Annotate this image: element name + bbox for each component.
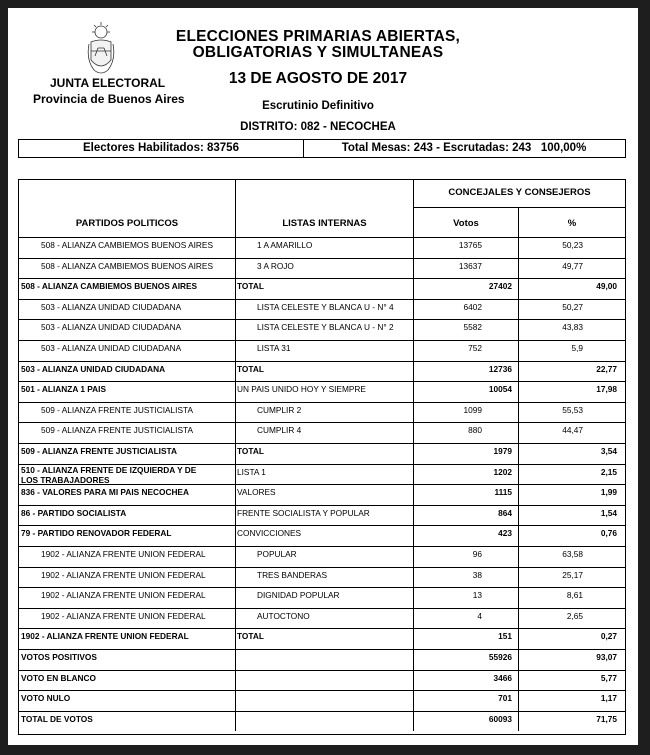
votos-cell: 3466 bbox=[493, 672, 512, 683]
table-row bbox=[19, 711, 625, 732]
partido-cell: TOTAL DE VOTOS bbox=[21, 713, 93, 724]
table-row bbox=[19, 381, 625, 402]
lista-cell: TOTAL bbox=[237, 363, 264, 374]
cell-divider bbox=[518, 402, 519, 423]
votos-cell: 151 bbox=[498, 631, 512, 642]
votos-cell: 752 bbox=[468, 343, 482, 353]
row-divider bbox=[19, 525, 625, 526]
votos-cell: 60093 bbox=[488, 713, 512, 724]
votos-cell: 1979 bbox=[493, 446, 512, 456]
header-divider bbox=[413, 207, 625, 208]
lista-cell: DIGNIDAD POPULAR bbox=[257, 590, 340, 601]
cell-divider bbox=[518, 587, 519, 608]
row-divider bbox=[19, 319, 625, 320]
pct-cell: 17,98 bbox=[596, 384, 617, 395]
cell-divider bbox=[518, 340, 519, 361]
votos-cell: 880 bbox=[468, 425, 482, 436]
cell-divider bbox=[235, 361, 236, 382]
pct-cell: 22,77 bbox=[596, 363, 617, 374]
votos-cell: 96 bbox=[472, 549, 482, 559]
cell-divider bbox=[235, 340, 236, 361]
mesas-escrutadas: Total Mesas: 243 - Escrutadas: 243 100,00% bbox=[341, 142, 587, 154]
cell-divider bbox=[518, 464, 519, 485]
cell-divider bbox=[235, 381, 236, 402]
table-row bbox=[19, 690, 625, 711]
cell-divider bbox=[518, 546, 519, 567]
cell-divider bbox=[413, 505, 414, 526]
cell-divider bbox=[235, 711, 236, 732]
pct-cell: 5,9 bbox=[571, 343, 583, 353]
cell-divider bbox=[413, 690, 414, 711]
pct-cell: 49,77 bbox=[562, 260, 583, 271]
votos-cell: 1202 bbox=[493, 466, 512, 477]
cell-divider bbox=[518, 278, 519, 299]
cell-divider bbox=[518, 443, 519, 464]
votos-cell: 13765 bbox=[458, 240, 482, 250]
partido-cell: 86 - PARTIDO SOCIALISTA bbox=[21, 507, 127, 518]
institution-province: Provincia de Buenos Aires bbox=[33, 92, 185, 106]
row-divider bbox=[19, 443, 625, 444]
votos-cell: 864 bbox=[498, 507, 512, 518]
cell-divider bbox=[413, 237, 414, 258]
partido-cell: VOTO EN BLANCO bbox=[21, 672, 96, 683]
table-row bbox=[19, 258, 625, 279]
pct-cell: 49,00 bbox=[596, 281, 617, 292]
title-line-1: ELECCIONES PRIMARIAS ABIERTAS, bbox=[175, 28, 461, 45]
partido-cell: 509 - ALIANZA FRENTE JUSTICIALISTA bbox=[41, 425, 193, 436]
cell-divider bbox=[518, 711, 519, 732]
lista-cell: LISTA 31 bbox=[257, 343, 291, 353]
cell-divider bbox=[413, 258, 414, 279]
cell-divider bbox=[235, 567, 236, 588]
cell-divider bbox=[518, 381, 519, 402]
row-divider bbox=[19, 711, 625, 712]
partido-cell: 836 - VALORES PARA MI PAIS NECOCHEA bbox=[21, 487, 189, 498]
col-header-votos: Votos bbox=[453, 218, 479, 229]
votos-cell: 1115 bbox=[494, 487, 512, 498]
votos-cell: 1099 bbox=[463, 404, 482, 415]
votos-cell: 13 bbox=[472, 590, 482, 601]
lista-cell: CONVICCIONES bbox=[237, 528, 302, 539]
lista-cell: 1 A AMARILLO bbox=[257, 240, 313, 250]
lista-cell: TOTAL bbox=[237, 281, 264, 292]
pct-cell: 25,17 bbox=[562, 569, 583, 580]
cell-divider bbox=[235, 237, 236, 258]
cell-divider bbox=[235, 690, 236, 711]
table-row bbox=[19, 402, 625, 423]
row-divider bbox=[19, 381, 625, 382]
col-header-partidos: PARTIDOS POLITICOS bbox=[75, 218, 179, 229]
table-row bbox=[19, 505, 625, 526]
cell-divider bbox=[518, 608, 519, 629]
group-header-concejales: CONCEJALES Y CONSEJEROS bbox=[448, 187, 591, 198]
cell-divider bbox=[235, 608, 236, 629]
cell-divider bbox=[413, 711, 414, 732]
cell-divider bbox=[413, 299, 414, 320]
partido-cell: 79 - PARTIDO RENOVADOR FEDERAL bbox=[21, 528, 172, 539]
cell-divider bbox=[518, 628, 519, 649]
row-divider bbox=[19, 340, 625, 341]
lista-cell: CUMPLIR 2 bbox=[257, 404, 302, 415]
cell-divider bbox=[518, 422, 519, 443]
pct-cell: 50,23 bbox=[562, 240, 583, 250]
cell-divider bbox=[235, 278, 236, 299]
district-label: DISTRITO: 082 - NECOCHEA bbox=[240, 121, 396, 133]
votos-cell: 701 bbox=[498, 693, 512, 704]
cell-divider bbox=[518, 670, 519, 691]
cell-divider bbox=[235, 422, 236, 443]
cell-divider bbox=[235, 546, 236, 567]
pct-cell: 8,61 bbox=[566, 590, 583, 601]
lista-cell: 3 A ROJO bbox=[257, 260, 294, 271]
cell-divider bbox=[413, 670, 414, 691]
cell-divider bbox=[518, 484, 519, 505]
cell-divider bbox=[518, 299, 519, 320]
pct-cell: 5,77 bbox=[600, 672, 617, 683]
cell-divider bbox=[235, 484, 236, 505]
row-divider bbox=[19, 649, 625, 650]
cell-divider bbox=[518, 649, 519, 670]
votos-cell: 12736 bbox=[488, 363, 512, 374]
partido-cell: 1902 - ALIANZA FRENTE UNION FEDERAL bbox=[21, 631, 189, 642]
table-row bbox=[19, 546, 625, 567]
votos-cell: 4 bbox=[477, 610, 482, 621]
row-divider bbox=[19, 484, 625, 485]
pct-cell: 1,17 bbox=[600, 693, 617, 704]
partido-cell: 508 - ALIANZA CAMBIEMOS BUENOS AIRES bbox=[41, 240, 213, 250]
table-row bbox=[19, 567, 625, 588]
cell-divider bbox=[518, 319, 519, 340]
pct-cell: 2,15 bbox=[600, 466, 617, 477]
cell-divider bbox=[235, 525, 236, 546]
votos-cell: 10054 bbox=[488, 384, 512, 395]
lista-cell: VALORES bbox=[237, 487, 276, 498]
cell-divider bbox=[518, 237, 519, 258]
table-row bbox=[19, 649, 625, 670]
partido-cell-line2: LOS TRABAJADORES bbox=[21, 474, 110, 485]
lista-cell: LISTA 1 bbox=[237, 466, 266, 477]
table-row bbox=[19, 299, 625, 320]
lista-cell: TRES BANDERAS bbox=[257, 569, 328, 580]
row-divider bbox=[19, 422, 625, 423]
row-divider bbox=[19, 258, 625, 259]
table-row bbox=[19, 525, 625, 546]
cell-divider bbox=[518, 567, 519, 588]
pct-cell: 0,27 bbox=[600, 631, 617, 642]
partido-cell: 503 - ALIANZA UNIDAD CIUDADANA bbox=[41, 343, 182, 353]
partido-cell: 1902 - ALIANZA FRENTE UNION FEDERAL bbox=[41, 610, 206, 621]
cell-divider bbox=[413, 608, 414, 629]
cell-divider bbox=[413, 546, 414, 567]
row-divider bbox=[19, 567, 625, 568]
partido-cell: 509 - ALIANZA FRENTE JUSTICIALISTA bbox=[41, 404, 193, 415]
votos-cell: 6402 bbox=[463, 301, 482, 312]
cell-divider bbox=[413, 319, 414, 340]
votos-cell: 55926 bbox=[488, 652, 512, 662]
row-divider bbox=[19, 278, 625, 279]
row-divider bbox=[19, 361, 625, 362]
row-divider bbox=[19, 628, 625, 629]
table-row bbox=[19, 422, 625, 443]
pct-cell: 0,76 bbox=[600, 528, 617, 539]
lista-cell: TOTAL bbox=[237, 631, 264, 642]
table-row bbox=[19, 484, 625, 505]
cell-divider bbox=[235, 299, 236, 320]
partido-cell: 508 - ALIANZA CAMBIEMOS BUENOS AIRES bbox=[21, 281, 198, 292]
table-row bbox=[19, 278, 625, 299]
row-divider bbox=[19, 587, 625, 588]
cell-divider bbox=[518, 505, 519, 526]
row-divider bbox=[19, 608, 625, 609]
cell-divider bbox=[518, 525, 519, 546]
row-divider bbox=[19, 299, 625, 300]
row-divider bbox=[19, 670, 625, 671]
lista-cell: FRENTE SOCIALISTA Y POPULAR bbox=[237, 507, 370, 518]
partido-cell: 503 - ALIANZA UNIDAD CIUDADANA bbox=[41, 322, 182, 333]
cell-divider bbox=[413, 484, 414, 505]
lista-cell: TOTAL bbox=[237, 446, 264, 456]
cell-divider bbox=[413, 443, 414, 464]
lista-cell: LISTA CELESTE Y BLANCA U - N° 4 bbox=[257, 301, 394, 312]
cell-divider bbox=[235, 587, 236, 608]
row-divider bbox=[19, 402, 625, 403]
cell-divider bbox=[413, 361, 414, 382]
lista-cell: AUTOCTONO bbox=[257, 610, 310, 621]
partido-cell: 503 - ALIANZA UNIDAD CIUDADANA bbox=[21, 363, 166, 374]
pct-cell: 55,53 bbox=[562, 404, 583, 415]
table-row bbox=[19, 237, 625, 258]
votos-cell: 13637 bbox=[458, 260, 482, 271]
partido-cell: 501 - ALIANZA 1 PAIS bbox=[21, 384, 106, 395]
partido-cell: 1902 - ALIANZA FRENTE UNION FEDERAL bbox=[41, 590, 206, 601]
partido-cell: 503 - ALIANZA UNIDAD CIUDADANA bbox=[41, 301, 182, 312]
cell-divider bbox=[413, 649, 414, 670]
cell-divider bbox=[235, 443, 236, 464]
summary-box bbox=[18, 139, 626, 158]
cell-divider bbox=[413, 587, 414, 608]
partido-cell: VOTO NULO bbox=[21, 693, 71, 704]
lista-cell: LISTA CELESTE Y BLANCA U - N° 2 bbox=[257, 322, 394, 333]
cell-divider bbox=[235, 258, 236, 279]
pct-cell: 1,99 bbox=[600, 487, 617, 498]
partido-cell: 1902 - ALIANZA FRENTE UNION FEDERAL bbox=[41, 549, 206, 559]
cell-divider bbox=[235, 649, 236, 670]
table-row bbox=[19, 361, 625, 382]
lista-cell: UN PAIS UNIDO HOY Y SIEMPRE bbox=[237, 384, 366, 395]
cell-divider bbox=[518, 361, 519, 382]
pct-cell: 2,65 bbox=[566, 610, 583, 621]
results-table bbox=[18, 179, 626, 735]
cell-divider bbox=[413, 464, 414, 485]
table-row bbox=[19, 443, 625, 464]
votos-cell: 5582 bbox=[463, 322, 482, 333]
cell-divider bbox=[413, 278, 414, 299]
results-sheet bbox=[8, 8, 638, 745]
partido-cell: 509 - ALIANZA FRENTE JUSTICIALISTA bbox=[21, 446, 177, 456]
lista-cell: CUMPLIR 4 bbox=[257, 425, 302, 436]
cell-divider bbox=[518, 690, 519, 711]
row-divider bbox=[19, 690, 625, 691]
table-row bbox=[19, 608, 625, 629]
lista-cell: POPULAR bbox=[257, 549, 297, 559]
cell-divider bbox=[518, 258, 519, 279]
partido-cell: 508 - ALIANZA CAMBIEMOS BUENOS AIRES bbox=[41, 260, 213, 271]
votos-cell: 38 bbox=[472, 569, 482, 580]
electores-habilitados: Electores Habilitados: 83756 bbox=[83, 142, 239, 154]
cell-divider bbox=[235, 628, 236, 649]
table-row bbox=[19, 464, 625, 485]
table-row bbox=[19, 628, 625, 649]
pct-cell: 43,83 bbox=[562, 322, 583, 333]
title-line-2: OBLIGATORIAS Y SIMULTANEAS bbox=[192, 44, 444, 61]
row-divider bbox=[19, 546, 625, 547]
pct-cell: 3,54 bbox=[600, 446, 617, 456]
row-divider bbox=[19, 505, 625, 506]
cell-divider bbox=[235, 402, 236, 423]
institution-name: JUNTA ELECTORAL bbox=[50, 76, 166, 90]
cell-divider bbox=[413, 422, 414, 443]
pct-cell: 63,58 bbox=[562, 549, 583, 559]
pct-cell: 50,27 bbox=[562, 301, 583, 312]
votos-cell: 423 bbox=[498, 528, 512, 539]
scrutiny-type: Escrutinio Definitivo bbox=[262, 100, 374, 112]
table-row bbox=[19, 587, 625, 608]
votos-cell: 27402 bbox=[488, 281, 512, 292]
cell-divider bbox=[413, 340, 414, 361]
cell-divider bbox=[413, 567, 414, 588]
partido-cell: 1902 - ALIANZA FRENTE UNION FEDERAL bbox=[41, 569, 206, 580]
election-date: 13 DE AGOSTO DE 2017 bbox=[228, 70, 408, 87]
cell-divider bbox=[235, 319, 236, 340]
coat-of-arms-icon bbox=[86, 20, 116, 84]
cell-divider bbox=[413, 525, 414, 546]
table-row bbox=[19, 340, 625, 361]
table-row bbox=[19, 670, 625, 691]
pct-cell: 44,47 bbox=[562, 425, 583, 436]
pct-cell: 93,07 bbox=[596, 652, 617, 662]
cell-divider bbox=[235, 670, 236, 691]
pct-cell: 71,75 bbox=[596, 713, 617, 724]
partido-cell: VOTOS POSITIVOS bbox=[21, 652, 97, 662]
cell-divider bbox=[235, 505, 236, 526]
cell-divider bbox=[413, 628, 414, 649]
pct-cell: 1,54 bbox=[600, 507, 617, 518]
cell-divider bbox=[413, 381, 414, 402]
partido-cell: 510 - ALIANZA FRENTE DE IZQUIERDA Y DE bbox=[21, 464, 197, 475]
cell-divider bbox=[413, 402, 414, 423]
col-header-listas: LISTAS INTERNAS bbox=[282, 218, 367, 229]
table-row bbox=[19, 319, 625, 340]
col-header-pct: % bbox=[567, 218, 577, 229]
